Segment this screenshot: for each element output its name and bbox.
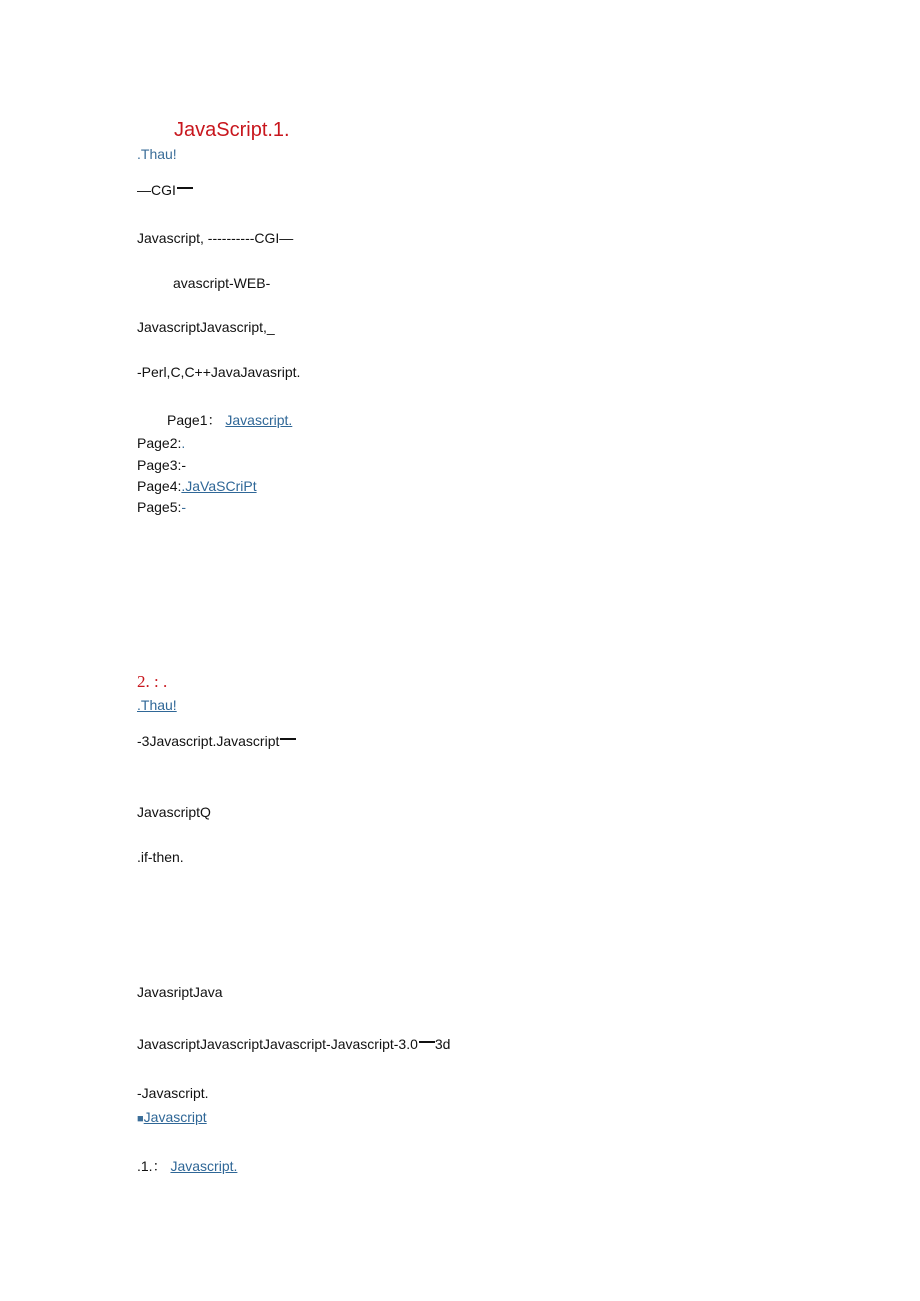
square-bullet-icon: ■ [137,1113,144,1125]
page5-row [137,498,186,516]
em-dash-glyph [280,738,296,740]
section1-line4: JavascriptJavascript,_ [137,319,275,335]
section1-line2: Javascript, ----------CGI— [137,230,294,246]
page5-label: Page5: [137,499,182,515]
section2-title: 2. : . [137,672,168,691]
item1-link[interactable]: Javascript. [170,1158,238,1174]
section1-line1 [137,181,193,199]
item1-row [137,1157,237,1175]
section2-subtitle-link[interactable]: .Thau! [137,697,177,713]
section1-line1-text: —CGI [137,182,176,198]
page1-label: Page1： [167,412,222,428]
section2-line1-text: -3Javascript.Javascript [137,733,280,749]
section1-line5: -Perl,C,C++JavaJavasript. [137,364,301,380]
page1-row [167,411,292,429]
page2-suffix: . [181,435,186,451]
em-dash-glyph [419,1041,435,1043]
page3-row: Page3:- [137,457,187,473]
item1-label: .1.： [137,1158,167,1174]
section2-line2: JavascriptQ [137,804,211,820]
bullet-row [137,1108,207,1128]
section1-line3: avascript-WEB- [173,275,271,291]
bullet-link[interactable]: Javascript [143,1109,207,1125]
em-dash-glyph [177,187,193,189]
page4-link[interactable]: .JaVaSCriPt [181,478,257,494]
section2-line5-text-a: JavascriptJavascriptJavascript-Javascript-3.0 [137,1036,418,1052]
section1-title: JavaScript.1. [174,119,290,141]
page5-suffix: - [181,499,187,515]
section2-line4: JavasriptJava [137,984,223,1000]
page4-row [137,477,257,495]
section1-subtitle: .Thau! [137,146,177,162]
section2-line6: -Javascript. [137,1085,209,1101]
section2-line3: .if-then. [137,849,184,865]
page4-label: Page4: [137,478,182,494]
page1-link[interactable]: Javascript. [225,412,293,428]
page2-label: Page2: [137,435,182,451]
page2-row [137,434,185,452]
section2-line5-text-b: 3d [434,1036,451,1052]
section2-line5 [137,1035,450,1053]
section2-line1 [137,732,296,750]
